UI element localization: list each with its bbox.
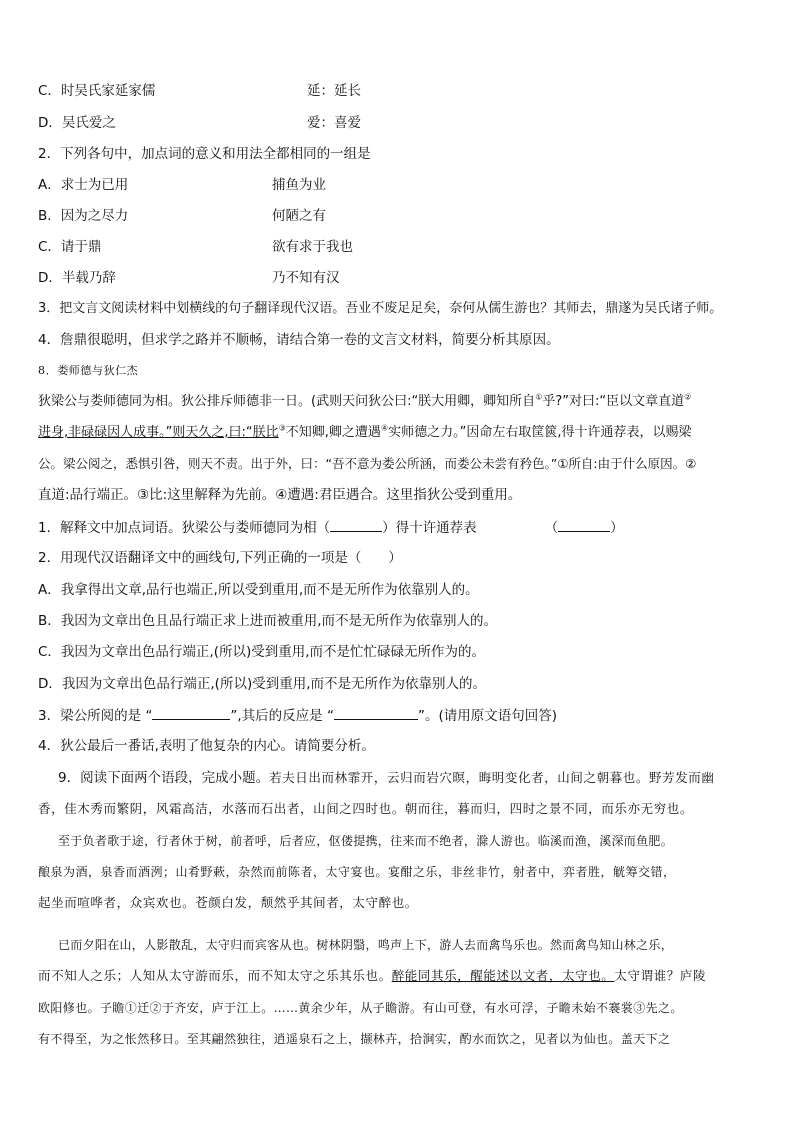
s8-question-3: 3．梁公所阅的是 “ ”,其后的反应是 “ ”。(请用原文语句回答) xyxy=(38,705,557,726)
s8-question-2: 2．用现代汉语翻译文中的画线句,下列正确的一项是（ ） xyxy=(38,550,402,566)
answer-blank-4[interactable] xyxy=(334,705,418,720)
passage-8-notes: 直道:品行端正。③比:这里解释为先前。④遭遇:君臣遇合。这里指狄公受到重用。 xyxy=(38,487,522,503)
section-9-line-8: 欧阳修也。子瞻①迁②于齐安，庐于江上。……黄余少年，从子瞻游。有山可登，有水可浮，子瞻未始不褰裳③先之。 xyxy=(38,1001,683,1015)
passage-8-line-1: 狄梁公与娄师德同为相。狄公排斥师德非一日。(武则天问狄公曰:“朕大用卿，卿知所自①乎?”对曰:“臣以文章直道② xyxy=(38,392,692,409)
section-9-line-7: 而不知人之乐；人知从太守游而乐，而不知太守之乐其乐也。醉能同其乐，醒能述以文者，太守也。太守谓谁？庐陵 xyxy=(38,968,707,983)
s8-question-4: 4．狄公最后一番话,表明了他复杂的内心。请简要分析。 xyxy=(38,738,375,754)
passage-8-line-3: 公。梁公阅之，悉惧引咎，则天不责。出于外，曰：“吾不意为娄公所涵，而娄公未尝有矜色。”①所自:由于什么原因。② xyxy=(38,456,697,471)
q2-option-d: D．半载乃辞 xyxy=(38,270,116,286)
s8-question-1: 1．解释文中加点词语。狄梁公与娄师德同为相（ ）得十许通荐表 （ ） xyxy=(38,517,624,538)
question-2-stem: 2．下列各句中，加点词的意义和用法全都相同的一组是 xyxy=(38,146,371,162)
section-9-line-4: 酿泉为酒，泉香而酒洌；山肴野蔌，杂然而前陈者，太守宴也。宴酣之乐，非丝非竹，射者中，弈者胜，觥筹交错， xyxy=(38,865,676,879)
option-d: D．吴氏爱之 xyxy=(38,115,116,131)
question-3: 3．把文言文阅读材料中划横线的句子翻译现代汉语。吾业不废足足矣，奈何从儒生游也？其师去，鼎遂为吴氏诸子师。 xyxy=(38,301,723,316)
section-9-line-6: 已而夕阳在山，人影散乱，太守归而宾客从也。树林阴翳，鸣声上下，游人去而禽鸟乐也。然而禽鸟知山林之乐， xyxy=(58,938,674,952)
q2-option-a: A．求士为已用 xyxy=(38,177,129,193)
answer-blank-3[interactable] xyxy=(152,705,230,720)
section-9-line-9: 有不得至，为之怅然移日。至其翩然独往，逍遥泉石之上，撷林卉，拾涧实，酌水而饮之，见者以为仙也。盖天下之 xyxy=(38,1032,671,1046)
answer-blank-2[interactable] xyxy=(558,517,610,532)
q2-option-b-right: 何陋之有 xyxy=(272,208,326,224)
s8-q2-option-d: D．我因为文章出色品行端正,(所以)受到重用,而不是无所作为依靠别人的。 xyxy=(38,676,487,692)
option-c-gloss: 延：延长 xyxy=(307,83,361,99)
q2-option-d-right: 乃不知有汉 xyxy=(272,270,340,286)
q2-option-b: B．因为之尽力 xyxy=(38,208,129,224)
q2-option-c: C．请于鼎 xyxy=(38,239,102,255)
answer-blank-1[interactable] xyxy=(330,517,382,532)
s8-q2-option-a: A．我拿得出文章,品行也端正,所以受到重用,而不是无所作为依靠别人的。 xyxy=(38,582,479,598)
passage-8-line-2: 进身,非碌碌因人成事。”则天久之,曰:“朕比③不知卿,卿之遭遇④实师德之力。”因命左右取筐篋,得十许通荐表，以赐梁 xyxy=(38,423,692,440)
option-c: C．时吴氏家延家儒 xyxy=(38,83,156,99)
q2-option-c-right: 欲有求于我也 xyxy=(272,239,353,255)
section-8-title: 8．娄师德与狄仁杰 xyxy=(38,364,139,377)
s8-q2-option-b: B．我因为文章出色且品行端正求上进而被重用,而不是无所作为依靠别人的。 xyxy=(38,613,498,629)
q2-option-a-right: 捕鱼为业 xyxy=(272,177,326,193)
section-9-line-2: 香，佳木秀而繁阴，风霜高洁，水落而石出者，山间之四时也。朝而往，暮而归，四时之景不同，而乐亦无穷也。 xyxy=(38,801,694,816)
section-9-line-5: 起坐而喧哗者，众宾欢也。苍颜白发，颓然乎其间者，太守醉也。 xyxy=(38,895,418,910)
section-9-line-3: 至于负者歌于途，行者休于树，前者呼，后者应，伛偻提携，往来而不绝者，滁人游也。临溪而渔，溪深而鱼肥。 xyxy=(58,834,674,848)
section-9-line-1: 9．阅读下面两个语段，完成小题。若夫日出而林霏开，云归而岩穴暝，晦明变化者，山间之朝暮也。野芳发而幽 xyxy=(58,770,715,786)
question-4: 4．詹鼎很聪明，但求学之路并不顺畅，请结合第一卷的文言文材料，简要分析其原因。 xyxy=(38,332,560,348)
option-d-gloss: 爱：喜爱 xyxy=(307,115,361,131)
s8-q2-option-c: C．我因为文章出色品行端正,(所以)受到重用,而不是忙忙碌碌无所作为的。 xyxy=(38,644,486,660)
